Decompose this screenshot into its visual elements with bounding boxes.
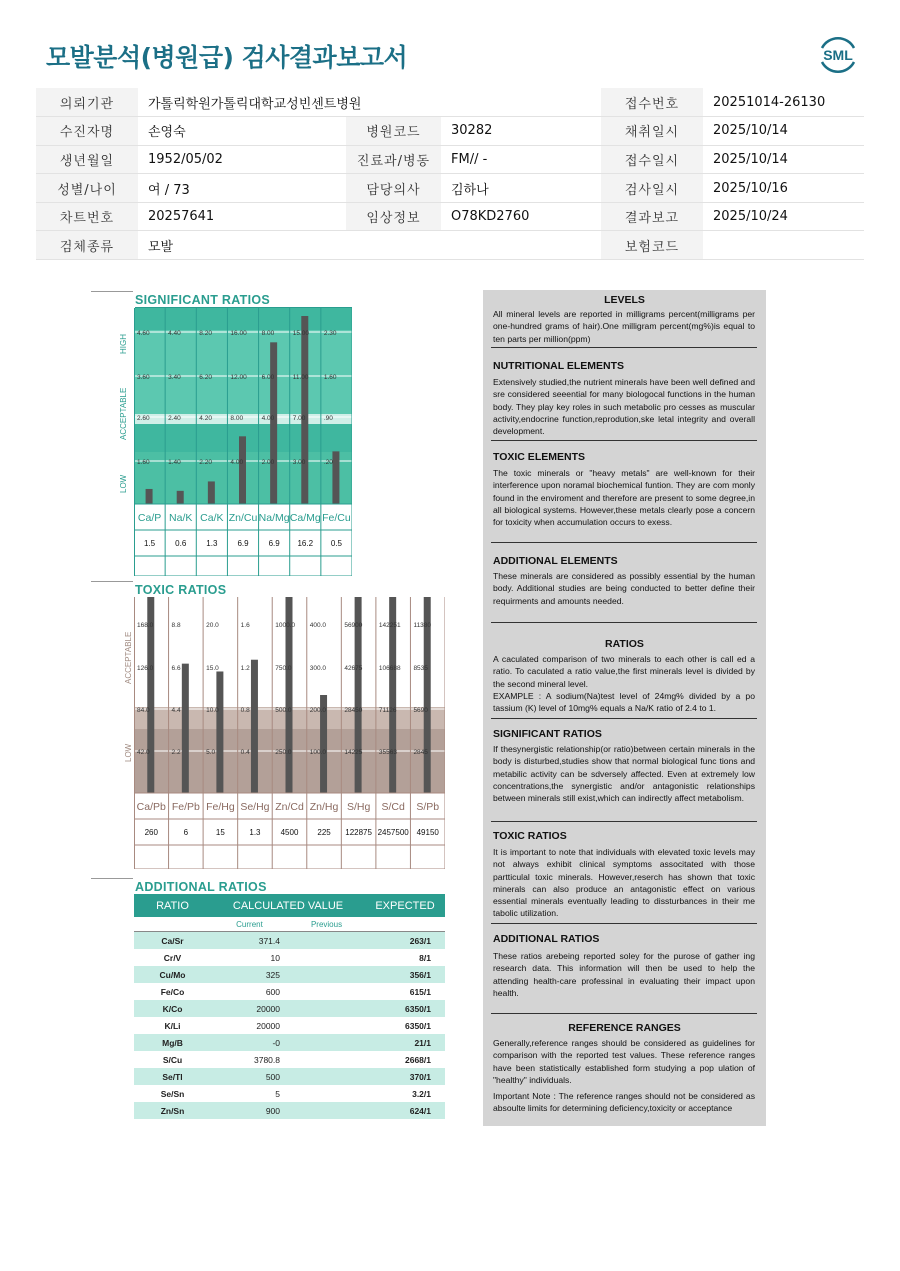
category-label: S/Cd	[381, 801, 405, 813]
significant-ratios-chart	[134, 308, 352, 576]
ratio-name: Cr/V	[163, 952, 182, 963]
additional-ratios-heading: ADDITIONAL RATIOS	[493, 933, 600, 945]
info-value: 1952/05/02	[138, 145, 346, 174]
expected-value: 263/1	[409, 935, 431, 946]
tick-label: 4.20	[199, 415, 212, 422]
info-row	[36, 117, 864, 146]
tick-label: 8.00	[261, 330, 275, 337]
expected-value: 624/1	[409, 1105, 431, 1116]
tick-label: 2.2	[171, 749, 181, 756]
info-value: 가톨릭학원가톨릭대학교성빈센트병원	[138, 88, 601, 117]
info-value: FM// -	[441, 145, 601, 174]
tick-label: 3.00	[292, 459, 306, 466]
info-label: 보험코드	[601, 231, 703, 260]
ratio-name: Se/Tl	[162, 1071, 183, 1082]
info-label: 임상정보	[346, 202, 441, 231]
tick-label: 0.8	[240, 707, 250, 714]
tick-label: 126.0	[137, 665, 154, 672]
zone-label-low: LOW	[119, 474, 128, 493]
category-label: Zn/Cu	[228, 512, 258, 524]
ratios-heading: RATIOS	[605, 638, 644, 650]
table-row	[134, 966, 445, 983]
ratio-value: 0.6	[175, 539, 187, 548]
category-label: Fe/Hg	[206, 801, 235, 813]
section-rule	[91, 581, 133, 582]
nutritional-text: Extensively studied,the nutrient minerals have been well defined and sre considered seeential for many biologocal functions in the human body. They play key roles in such metabolic pro cesses as muscular activity,endocrine function,reprodution,ske letal integrity and overall development.	[493, 377, 755, 437]
divider	[491, 821, 757, 822]
toxic-elements-heading: TOXIC ELEMENTS	[493, 451, 585, 463]
info-label: 담당의사	[346, 174, 441, 203]
category-label: S/Pb	[416, 801, 440, 813]
info-value: 30282	[441, 117, 601, 146]
table-row	[134, 1034, 445, 1051]
zone-label-low: LOW	[124, 743, 133, 762]
ratio-bar-fe-cu	[332, 451, 339, 504]
tick-label: 8.00	[230, 415, 244, 422]
tick-label: 400.0	[309, 622, 327, 629]
toxic-ratios-heading: TOXIC RATIOS	[493, 830, 567, 842]
ratio-value: 15	[215, 828, 225, 837]
table-header	[134, 894, 445, 917]
category-label: Na/Mg	[258, 512, 290, 524]
ratio-bar-na-k	[177, 491, 184, 504]
ratio-name: Ca/Sr	[161, 935, 184, 946]
ratio-value: 260	[144, 828, 158, 837]
additional-ratios-text: These ratios arebeing reported soley for the purose of gather ing research data. This information will then be used to help the attending health-care professinal in evaluating their impact upon health.	[493, 951, 755, 998]
info-value: 김하나	[441, 174, 601, 203]
divider	[491, 622, 757, 623]
info-label: 의뢰기관	[36, 88, 138, 117]
col-calculated: CALCULATED VALUE	[232, 899, 344, 912]
col-ratio: RATIO	[156, 899, 189, 912]
tick-label: 106688	[378, 665, 401, 672]
info-label: 접수번호	[601, 88, 703, 117]
category-label: Na/K	[169, 512, 193, 524]
ratio-name: K/Co	[162, 1003, 183, 1014]
ratio-bar-na-mg	[270, 342, 277, 504]
logo-text: SML	[823, 47, 853, 63]
col-expected: EXPECTED	[375, 899, 435, 912]
category-label: Fe/Pb	[171, 801, 200, 813]
tick-label: 28450	[344, 707, 363, 714]
tick-label: 8.8	[171, 622, 181, 629]
category-label: S/Hg	[346, 801, 371, 813]
info-value: O78KD2760	[441, 202, 601, 231]
tick-label: 14225	[344, 749, 363, 756]
ratio-value: 1.3	[206, 539, 218, 548]
tick-label: 1.6	[240, 622, 250, 629]
ratio-bar-se-hg	[251, 660, 258, 793]
info-label: 접수일시	[601, 145, 703, 174]
table-row	[134, 1085, 445, 1102]
tick-label: 84.0	[137, 707, 150, 714]
ratio-name: Cu/Mo	[159, 969, 186, 980]
ratio-bar-fe-hg	[216, 671, 223, 793]
tick-label: 5.0	[206, 749, 216, 756]
divider	[491, 1013, 757, 1014]
additional-elements-text: These minerals are considered as possibly essential by the human body. Additional studies are being conducted to better define their requirments and amounts needed.	[493, 571, 755, 606]
info-row	[36, 88, 864, 117]
info-row	[36, 231, 864, 260]
category-label: Ca/Pb	[136, 801, 166, 813]
sig-chart-svg	[134, 308, 352, 576]
info-label: 차트번호	[36, 202, 138, 231]
reference-ranges-heading: REFERENCE RANGES	[568, 1022, 681, 1034]
toxic-ratios-text: It is important to note that individuals with elevated toxic levels may not always exhibit clinical symptoms associtated with those partticulal toxic minerals. However,reserch has shown that toxic minerals can also produce an antagonistic effect on various essential minerals eventually leading to dissturbances in their me tabolic utilization.	[493, 847, 755, 919]
tick-label: 142251	[378, 622, 401, 629]
toxic-ratios-chart	[134, 597, 445, 869]
significant-ratios-title: SIGNIFICANT RATIOS	[135, 293, 271, 307]
toxic-elements-text: The toxic minerals or "heavy metals" are well-known for their interference upon noramal biochemical funtion. They are com monly found in the enviroment and therefore are present to some degree,in all biological systems. However,these metals clearly pose a concern for toxicity when accumulation occurs to exess.	[493, 468, 755, 528]
table-row	[134, 1000, 445, 1017]
tick-label: 15.00	[292, 330, 309, 337]
tick-label: 20.0	[206, 622, 219, 629]
patient-info-table	[36, 88, 864, 260]
info-label: 병원코드	[346, 117, 441, 146]
table-row	[134, 1051, 445, 1068]
current-value: 371.4	[258, 935, 280, 946]
toxic-ratios-title: TOXIC RATIOS	[135, 583, 227, 597]
category-label: Ca/Mg	[289, 512, 321, 524]
tick-label: 3.60	[137, 374, 150, 381]
tick-label: 200.0	[309, 707, 327, 714]
tick-label: 71126	[378, 707, 397, 714]
expected-value: 3.2/1	[412, 1088, 431, 1099]
category-label: Fe/Cu	[322, 512, 351, 524]
ratio-value: 6.9	[237, 539, 249, 548]
tick-label: 1.2	[240, 665, 250, 672]
ratios-text: A caculated comparison of two minerals to each other is call ed a ratio. To caculated a ratio value,the first minerals level is divided by the second mineral level.	[493, 654, 755, 689]
current-value: 5	[275, 1088, 280, 1099]
additional-ratios-table	[134, 894, 445, 1127]
section-rule	[91, 291, 133, 292]
expected-value: 6350/1	[405, 1020, 431, 1031]
reference-ranges-note: Important Note : The reference ranges should not be considered as absoulte limits for determining deficiency,toxicity or acceptance	[493, 1091, 755, 1114]
ratio-bar-zn-cu	[239, 436, 246, 504]
tick-label: 4.00	[261, 415, 275, 422]
ratio-name: S/Cu	[162, 1054, 183, 1065]
zone-label-acceptable: ACCEPTABLE	[124, 631, 133, 684]
table-row	[134, 1017, 445, 1034]
ratio-bar-ca-mg	[301, 316, 308, 504]
expected-value: 356/1	[409, 969, 431, 980]
info-value: 여 / 73	[138, 174, 346, 203]
info-label: 성별/나이	[36, 174, 138, 203]
additional-ratios-title: ADDITIONAL RATIOS	[135, 880, 267, 894]
info-value: 손영숙	[138, 117, 346, 146]
tick-label: 8.20	[199, 330, 212, 337]
tick-label: 11380	[413, 622, 432, 629]
reference-ranges-text: Generally,reference ranges should be considered as guidelines for comparison with the reported test values. These reference ranges have been statistically established form studying a pop ulation of "healthy" individuals.	[493, 1038, 755, 1085]
report-title: 모발분석(병원급) 검사결과보고서	[46, 43, 408, 72]
current-value: 20000	[256, 1003, 280, 1014]
info-value: 2025/10/16	[703, 174, 864, 203]
ratio-name: Mg/B	[162, 1037, 183, 1048]
info-value: 2025/10/14	[703, 145, 864, 174]
expected-value: 615/1	[409, 986, 431, 997]
tick-label: 42675	[344, 665, 363, 672]
info-value: 2025/10/14	[703, 117, 864, 146]
current-value: 325	[265, 969, 280, 980]
tick-label: 1.60	[323, 374, 337, 381]
table-row	[134, 1102, 445, 1119]
levels-heading: LEVELS	[604, 294, 645, 306]
info-label: 수진자명	[36, 117, 138, 146]
levels-text: All mineral levels are reported in milligrams percent(milligrams per one-hundred grams of hair).One milligram percent(mg%)is equal to ten parts per million(ppm)	[493, 309, 755, 344]
tick-label: 300.0	[309, 665, 327, 672]
additional-elements-heading: ADDITIONAL ELEMENTS	[493, 555, 618, 567]
significant-ratios-text: If thesynergistic relationship(or ratio)between certain minerals in the body is disturbed,studies show that normal biological func tions and metabilic activity can be sdversely affected. Even at extremely low concentrations,the synergistic and/or antagonistic relationships between minerals still exist,which can indirectly affect metabolism.	[493, 744, 755, 804]
ratio-value: 6	[183, 828, 189, 837]
tick-label: 56900	[344, 622, 363, 629]
tick-label: 100.0	[309, 749, 327, 756]
table-row	[134, 983, 445, 1000]
category-label: Ca/K	[200, 512, 224, 524]
tick-label: 4.00	[230, 459, 244, 466]
current-value: 3780.8	[254, 1054, 280, 1065]
ratio-value: 122875	[345, 828, 372, 837]
divider	[491, 718, 757, 719]
ratio-value: 16.2	[297, 539, 314, 548]
divider	[491, 440, 757, 441]
ratio-name: Se/Sn	[160, 1088, 185, 1099]
category-label: Zn/Cd	[275, 801, 304, 813]
tick-label: 5690	[413, 707, 428, 714]
expected-value: 6350/1	[405, 1003, 431, 1014]
tick-label: 1.40	[168, 459, 181, 466]
ratio-value: 1.5	[144, 539, 156, 548]
ratio-bar-fe-pb	[182, 664, 189, 793]
tick-label: 6.20	[199, 374, 212, 381]
tick-label: 2845	[413, 749, 428, 756]
info-label: 채취일시	[601, 117, 703, 146]
info-row	[36, 174, 864, 203]
tick-label: 500.0	[275, 707, 292, 714]
tick-label: 1.60	[137, 459, 150, 466]
sml-logo	[814, 30, 862, 78]
tick-label: 3.40	[168, 374, 181, 381]
info-label: 진료과/병동	[346, 145, 441, 174]
info-value	[703, 231, 864, 260]
tick-label: 11.00	[292, 374, 309, 381]
tick-label: 1000.0	[275, 622, 296, 629]
info-label: 결과보고	[601, 202, 703, 231]
info-value: 2025/10/24	[703, 202, 864, 231]
tick-label: 12.00	[230, 374, 247, 381]
ratio-value: 4500	[280, 828, 299, 837]
tick-label: 4.40	[168, 330, 181, 337]
tick-label: 8535	[413, 665, 428, 672]
category-label: Ca/P	[137, 512, 162, 524]
section-rule	[91, 878, 133, 879]
col-current: Current	[236, 919, 263, 929]
col-previous: Previous	[310, 919, 343, 929]
tick-label: 2.30	[323, 330, 337, 337]
table-row	[134, 949, 445, 966]
expected-value: 8/1	[419, 952, 431, 963]
tick-label: 2.00	[261, 459, 275, 466]
tick-label: 4.60	[137, 330, 150, 337]
tick-label: 16.00	[230, 330, 247, 337]
info-row	[36, 202, 864, 231]
current-value: 500	[265, 1071, 280, 1082]
tick-label: 15.0	[206, 665, 219, 672]
tick-label: 10.0	[206, 707, 219, 714]
info-row	[36, 145, 864, 174]
info-label: 생년월일	[36, 145, 138, 174]
current-value: -0	[272, 1037, 280, 1048]
ratios-example: EXAMPLE : A sodium(Na)test level of 24mg% divided by a po tassium (K) level of 10mg% equals a Na/K ratio of 2.4 to 1.	[493, 691, 755, 714]
expected-value: 21/1	[414, 1037, 431, 1048]
ratio-name: Fe/Co	[160, 986, 185, 997]
ratio-value: 1.3	[249, 828, 261, 837]
current-value: 900	[265, 1105, 280, 1116]
significant-ratios-heading: SIGNIFICANT RATIOS	[493, 728, 602, 740]
tick-label: 168.0	[137, 622, 154, 629]
tick-label: 7.00	[292, 415, 306, 422]
tick-label: 750.0	[275, 665, 292, 672]
tick-label: 6.6	[171, 665, 181, 672]
tox-chart-svg	[134, 597, 445, 869]
tick-label: 2.40	[168, 415, 181, 422]
ratio-name: K/Li	[164, 1020, 181, 1031]
tick-label: 2.20	[199, 459, 212, 466]
info-label: 검사일시	[601, 174, 703, 203]
ratio-value: 49150	[416, 828, 439, 837]
tick-label: 35563	[378, 749, 397, 756]
tick-label: .90	[323, 415, 333, 422]
nutritional-heading: NUTRITIONAL ELEMENTS	[493, 360, 625, 372]
info-label: 검체종류	[36, 231, 138, 260]
divider	[491, 347, 757, 348]
ratio-value: 6.9	[268, 539, 280, 548]
current-value: 600	[265, 986, 280, 997]
divider	[491, 542, 757, 543]
expected-value: 370/1	[409, 1071, 431, 1082]
current-value: 20000	[256, 1020, 280, 1031]
ratio-value: 0.5	[330, 539, 342, 548]
tick-label: .20	[323, 459, 333, 466]
category-label: Zn/Hg	[309, 801, 339, 813]
ratio-bar-ca-k	[208, 481, 215, 504]
tick-label: 2.60	[137, 415, 150, 422]
expected-value: 2668/1	[405, 1054, 431, 1065]
ratio-bar-ca-p	[146, 489, 153, 504]
ratio-value: 225	[317, 828, 331, 837]
ratio-name: Zn/Sn	[160, 1105, 185, 1116]
tick-label: 42.0	[137, 749, 150, 756]
tick-label: 250.0	[275, 749, 292, 756]
divider	[491, 923, 757, 924]
category-label: Se/Hg	[240, 801, 270, 813]
tick-label: 6.00	[261, 374, 275, 381]
explanation-panel	[483, 290, 766, 1126]
info-value: 모발	[138, 231, 601, 260]
tick-label: 4.4	[171, 707, 181, 714]
table-row	[134, 1068, 445, 1085]
current-value: 10	[270, 952, 280, 963]
info-value: 20257641	[138, 202, 346, 231]
zone-label-acceptable: ACCEPTABLE	[119, 387, 128, 440]
ratio-value: 2457500	[377, 828, 409, 837]
tick-label: 0.4	[240, 749, 250, 756]
table-subheader	[134, 917, 445, 932]
zone-label-high: HIGH	[119, 334, 128, 354]
table-row	[134, 932, 445, 949]
info-value: 20251014-26130	[703, 88, 864, 117]
